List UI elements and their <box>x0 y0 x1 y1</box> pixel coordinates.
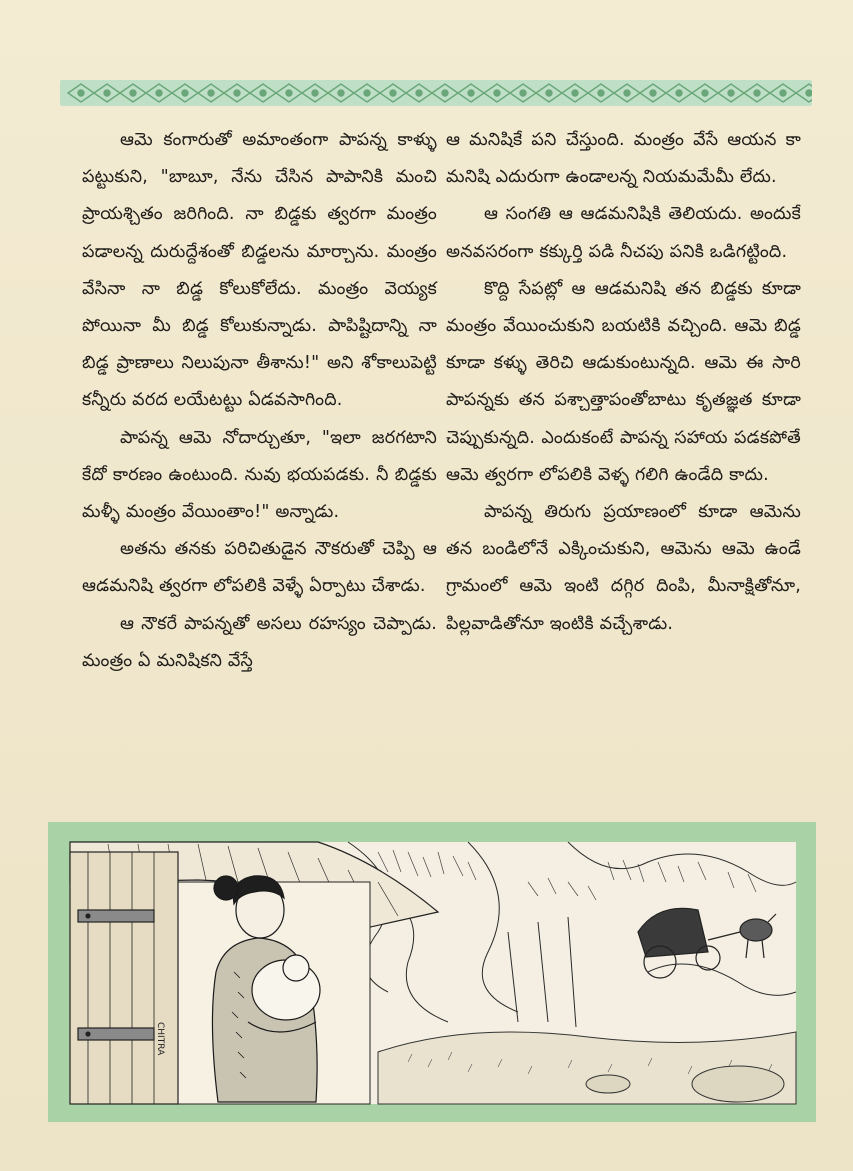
border-dot <box>364 90 370 96</box>
border-dot <box>624 90 630 96</box>
border-dot <box>806 90 812 96</box>
border-dot <box>104 90 110 96</box>
paragraph: పాపన్న ఆమె నోదార్చుతూ, "ఇలా జరగటాని కేదో కారణం ఉంటుంది. నువు భయపడకు. నీ బిడ్డకు మళ్ళీ మంత్రం వేయింతాం!" అన్నాడు. <box>82 427 437 523</box>
paragraph: ఆ మనిషికే పని చేస్తుంది. మంత్రం వేసే ఆయన కా మనిషి ఎదురుగా ఉండాలన్న నియమమేమీ లేదు. <box>446 130 801 188</box>
text-column-right <box>446 122 801 643</box>
border-dot <box>728 90 734 96</box>
paragraph: అతను తనకు పరిచితుడైన నౌకరుతో చెప్పి ఆ ఆడమనిషి త్వరగా లోపలికి వెళ్ళే ఏర్పాటు చేశాడు. <box>82 539 437 597</box>
border-dot <box>416 90 422 96</box>
border-dot <box>130 90 136 96</box>
border-dot <box>650 90 656 96</box>
border-dot <box>286 90 292 96</box>
text-column-left <box>82 122 437 680</box>
illustration-drawing <box>48 822 816 1122</box>
border-pattern-icon <box>60 80 812 106</box>
paragraph: ఆ నౌకరే పాపన్నతో అసలు రహస్యం చెప్పాడు. మంత్రం ఏ మనిషికని వేస్తే <box>82 613 437 671</box>
wooden-door <box>70 852 178 1104</box>
paragraph: ఆ సంగతి ఆ ఆడమనిషికి తెలియదు. అందుకే అనవసరంగా కక్కుర్తి పడి నీచపు పనికి ఒడిగట్టింది. <box>446 204 801 262</box>
border-dot <box>390 90 396 96</box>
border-dot <box>676 90 682 96</box>
border-dot <box>702 90 708 96</box>
border-dot <box>520 90 526 96</box>
paragraph: కొద్ది సేపట్లో ఆ ఆడమనిషి తన బిడ్డకు కూడా మంత్రం వేయించుకుని బయటికి వచ్చింది. ఆమె బిడ్డ కూడా కళ్ళు తెరిచి ఆడుకుంటున్నది. ఆమె ఈ సారి పాపన్నకు తన పశ్చాత్తాపంతోబాటు కృతజ్ఞత కూడా చెప్పుకున్నది. ఎందుకంటే పాపన్న సహాయ పడకపోతే ఆమె త్వరగా లోపలికి వెళ్ళ గలిగి ఉండేది కాదు. <box>446 278 801 485</box>
border-dot <box>442 90 448 96</box>
border-dot <box>156 90 162 96</box>
border-dot <box>494 90 500 96</box>
rock <box>586 1075 630 1093</box>
artist-signature: CHITRA <box>155 1022 165 1056</box>
border-dot <box>312 90 318 96</box>
border-dot <box>260 90 266 96</box>
border-dot <box>780 90 786 96</box>
border-dot <box>78 90 84 96</box>
border-dot <box>182 90 188 96</box>
rock <box>692 1066 784 1102</box>
border-dot <box>468 90 474 96</box>
border-dot <box>546 90 552 96</box>
decorative-border <box>60 80 812 106</box>
border-dot <box>754 90 760 96</box>
story-illustration <box>48 822 816 1122</box>
border-dot <box>208 90 214 96</box>
border-dot <box>572 90 578 96</box>
border-dot <box>598 90 604 96</box>
paragraph: పాపన్న తిరుగు ప్రయాణంలో కూడా ఆమెను తన బండిలోనే ఎక్కించుకుని, ఆమెను ఆమె ఉండే గ్రామంలో ఆమె ఇంటి దగ్గిర దింపి, మీనాక్షితోనూ, పిల్లవాడితోనూ ఇంటికి వచ్చేశాడు. <box>446 502 801 634</box>
paragraph: ఆమె కంగారుతో అమాంతంగా పాపన్న కాళ్ళు పట్టుకుని, "బాబూ, నేను చేసిన పాపానికి మంచి ప్రాయశ్చితం జరిగింది. నా బిడ్డకు త్వరగా మంత్రం పడాలన్న దురుద్దేశంతో బిడ్డలను మార్చాను. మంత్రం వేసినా నా బిడ్డ కోలుకోలేదు. మంత్రం వెయ్యక పోయినా మీ బిడ్డ కోలుకున్నాడు. పాపిష్టిదాన్ని నా బిడ్డ ప్రాణాలు నిలుపునా తీశాను!" అని శోకాలుపెట్టి కన్నీరు వరద లయేటట్టు ఏడవసాగింది. <box>82 130 437 411</box>
border-dot <box>234 90 240 96</box>
border-dot <box>338 90 344 96</box>
